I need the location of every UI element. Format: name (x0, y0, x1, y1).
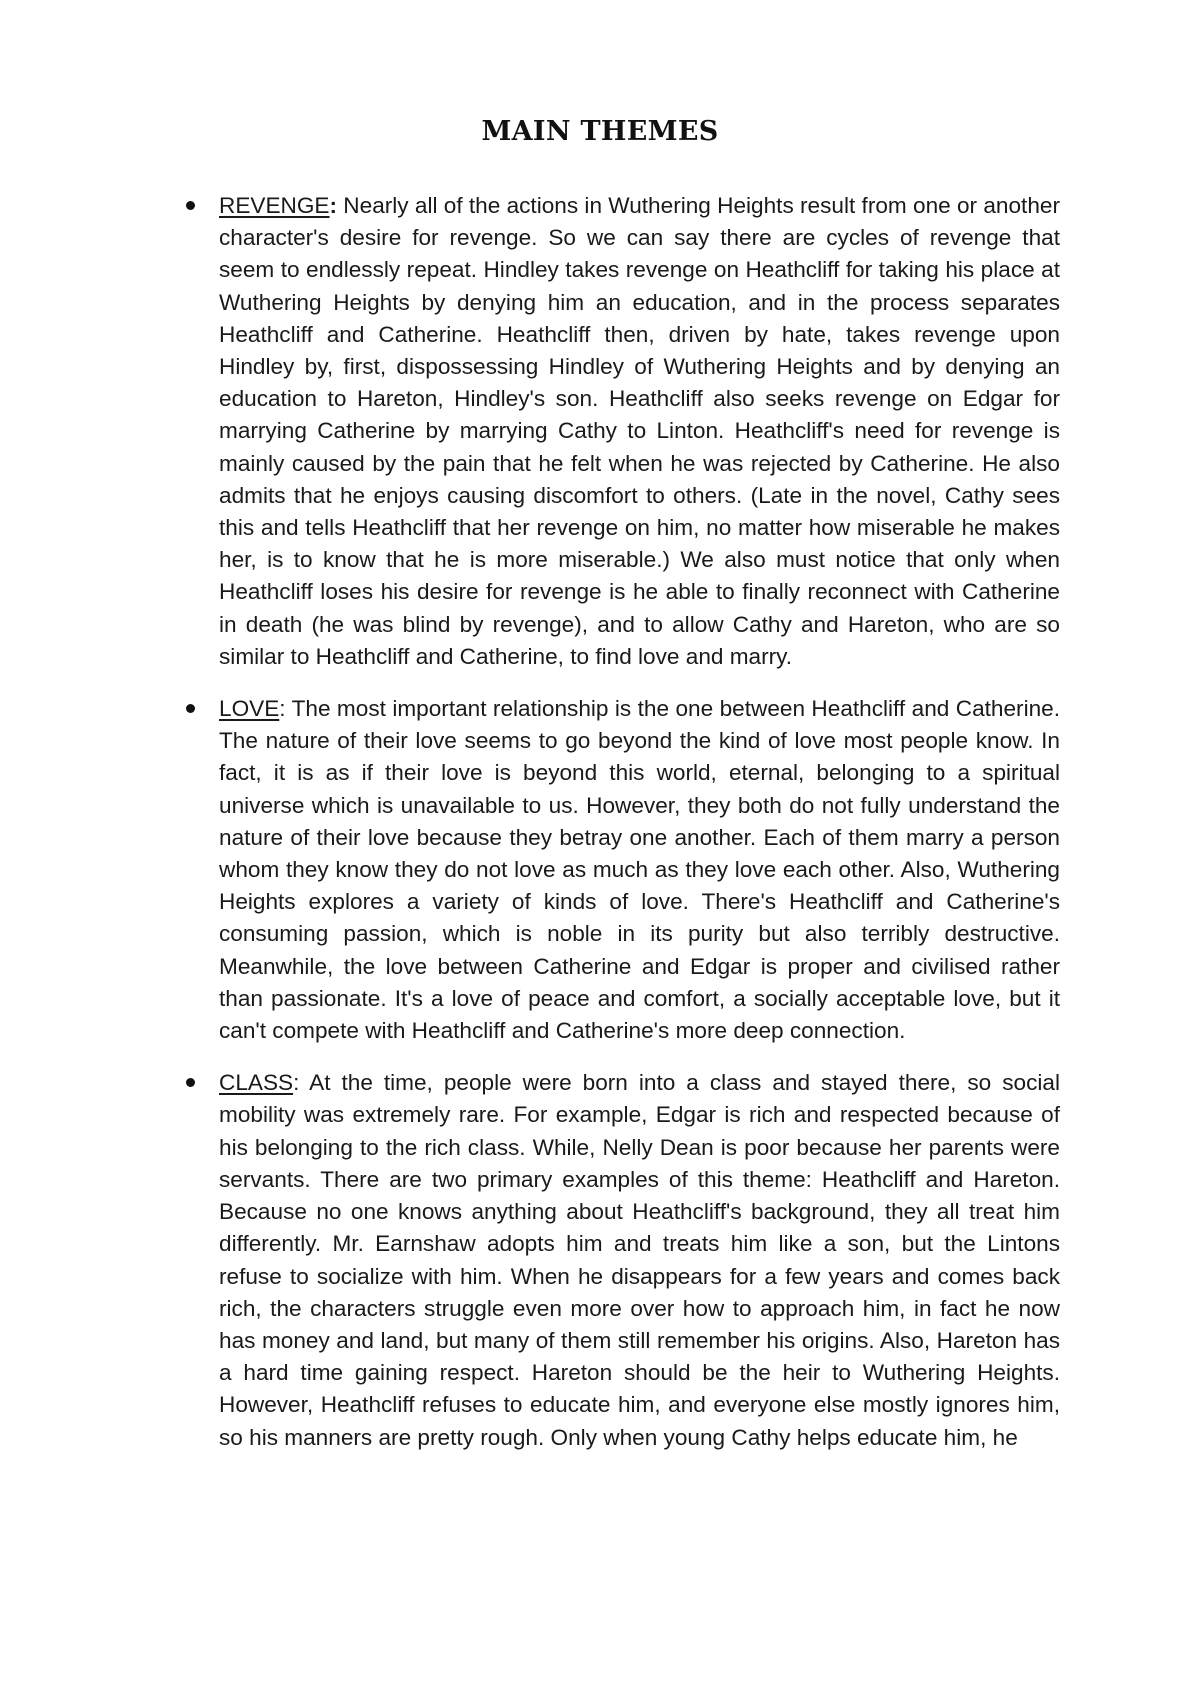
themes-list (186, 190, 1060, 1454)
theme-separator: : (279, 696, 286, 722)
bullet-icon (186, 1078, 195, 1087)
bullet-icon (186, 704, 195, 713)
theme-body: Nearly all of the actions in Wuthering Heights result from one or another character's desire for revenge. So we can say there are cycles of revenge that seem to endlessly repeat. Hindley takes revenge on Heathcliff for taking his place at Wuthering Heights by denying him an education, and in the process separates Heathcliff and Catherine. Heathcliff then, driven by hate, takes revenge upon Hindley by, first, dispossessing Hindley of Wuthering Heights and by denying an education to Hareton, Hindley's son. Heathcliff also seeks revenge on Edgar for marrying Catherine by marrying Cathy to Linton. Heathcliff's need for revenge is mainly caused by the pain that he felt when he was rejected by Catherine. He also admits that he enjoys causing discomfort to others. (Late in the novel, Cathy sees this and tells Heathcliff that her revenge on him, no matter how miserable he makes her, is to know that he is more miserable.) We also must notice that only when Heathcliff loses his desire for revenge is he able to finally reconnect with Catherine in death (he was blind by revenge), and to allow Cathy and Hareton, who are so similar to Heathcliff and Catherine, to find love and marry. (219, 193, 1060, 669)
theme-love (186, 693, 1060, 1047)
theme-name: REVENGE (219, 193, 330, 218)
theme-name: LOVE (219, 696, 280, 722)
theme-revenge (186, 190, 1060, 673)
theme-body: The most important relationship is the one between Heathcliff and Catherine. The nature of their love seems to go beyond the kind of love most people know. In fact, it is as if their love is beyond this world, eternal, belonging to a spiritual universe which is unavailable to us. However, they both do not fully understand the nature of their love because they betray one another. Each of them marry a person whom they know they do not love as much as they love each other. Also, Wuthering Heights explores a variety of kinds of love. There's Heathcliff and Catherine's consuming passion, which is noble in its purity but also terribly destructive. Meanwhile, the love between Catherine and Edgar is proper and civilised rather than passionate. It's a love of peace and comfort, a socially acceptable love, but it can't compete with Heathcliff and Catherine's more deep connection. (219, 696, 1060, 1044)
bullet-icon (186, 201, 195, 210)
page-title: MAIN THEMES (481, 116, 719, 147)
theme-paragraph (219, 693, 1060, 1047)
theme-paragraph (219, 190, 1060, 673)
theme-separator: : (329, 193, 338, 218)
theme-name: CLASS (219, 1070, 294, 1096)
theme-body: At the time, people were born into a class and stayed there, so social mobility was extremely rare. For example, Edgar is rich and respected because of his belonging to the rich class. While, Nelly Dean is poor because her parents were servants. There are two primary examples of this theme: Heathcliff and Hareton. Because no one knows anything about Heathcliff's background, they all treat him differently. Mr. Earnshaw adopts him and treats him like a son, but the Lintons refuse to socialize with him. When he disappears for a few years and comes back rich, the characters struggle even more over how to approach him, in fact he now has money and land, but many of them still remember his origins. Also, Hareton has a hard time gaining respect. Hareton should be the heir to Wuthering Heights. However, Heathcliff refuses to educate him, and everyone else mostly ignores him, so his manners are pretty rough. Only when young Cathy helps educate him, he (219, 1070, 1060, 1450)
theme-separator: : (293, 1070, 300, 1096)
theme-paragraph (219, 1067, 1060, 1453)
theme-class (186, 1067, 1060, 1453)
